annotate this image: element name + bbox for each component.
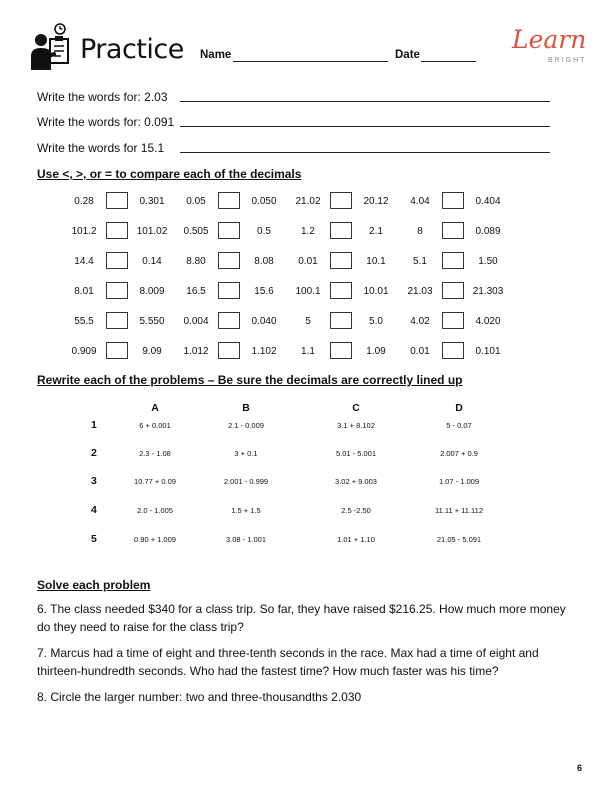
compare-answer-box[interactable] bbox=[218, 192, 240, 209]
compare-right-value: 2.1 bbox=[369, 226, 383, 237]
question-6: 6. The class needed $340 for a class trip. So far, they have raised $216.25. How much more money do they need to raise for the class trip? bbox=[37, 602, 566, 634]
compare-answer-box[interactable] bbox=[106, 312, 128, 329]
compare-left-value: 0.505 bbox=[183, 226, 209, 237]
compare-right-value: 0.14 bbox=[142, 256, 162, 267]
compare-answer-box[interactable] bbox=[330, 222, 352, 239]
write-words-prompt-1: Write the words for: 2.03 bbox=[37, 90, 168, 104]
problem-row-number: 5 bbox=[91, 533, 97, 545]
compare-left-value: 8 bbox=[417, 226, 423, 237]
compare-left-value: 14.4 bbox=[74, 256, 94, 267]
compare-left-value: 1.012 bbox=[183, 346, 209, 357]
compare-left-value: 0.01 bbox=[410, 346, 430, 357]
compare-answer-box[interactable] bbox=[330, 312, 352, 329]
compare-answer-box[interactable] bbox=[106, 222, 128, 239]
compare-right-value: 1.50 bbox=[478, 256, 498, 267]
compare-left-value: 1.2 bbox=[301, 226, 315, 237]
compare-left-value: 16.5 bbox=[186, 286, 206, 297]
teacher-clipboard-icon bbox=[30, 22, 74, 72]
compare-left-value: 21.02 bbox=[295, 196, 321, 207]
compare-right-value: 5.0 bbox=[369, 316, 383, 327]
compare-answer-box[interactable] bbox=[106, 342, 128, 359]
page-title: Practice bbox=[80, 34, 184, 65]
rewrite-problem: 2.007 + 0.9 bbox=[440, 449, 478, 458]
compare-left-value: 0.05 bbox=[186, 196, 206, 207]
column-header: D bbox=[455, 402, 463, 414]
compare-right-value: 0.101 bbox=[475, 346, 501, 357]
compare-left-value: 8.80 bbox=[186, 256, 206, 267]
question-7: 7. Marcus had a time of eight and three-tenth seconds in the race. Max had a time of eight and thirteen-hundredth seconds. Who had the fastest time? How much faster was his time? bbox=[37, 646, 539, 678]
compare-right-value: 10.1 bbox=[366, 256, 386, 267]
rewrite-problem: 2.3 - 1.08 bbox=[139, 449, 171, 458]
rewrite-problem: 5 - 0.07 bbox=[446, 421, 472, 430]
rewrite-problem: 21.05 - 5.091 bbox=[436, 535, 482, 544]
date-field[interactable] bbox=[421, 61, 476, 62]
rewrite-problem: 3 + 0.1 bbox=[234, 449, 258, 458]
compare-answer-box[interactable] bbox=[218, 222, 240, 239]
write-words-prompt-3: Write the words for 15.1 bbox=[37, 141, 165, 155]
learn-bright-logo bbox=[512, 25, 590, 69]
compare-right-value: 9.09 bbox=[142, 346, 162, 357]
compare-right-value: 1.102 bbox=[251, 346, 277, 357]
compare-right-value: 0.301 bbox=[139, 196, 165, 207]
compare-right-value: 0.5 bbox=[257, 226, 271, 237]
compare-answer-box[interactable] bbox=[330, 342, 352, 359]
problem-row-number: 2 bbox=[91, 447, 97, 459]
compare-right-value: 0.040 bbox=[251, 316, 277, 327]
compare-right-value: 0.050 bbox=[251, 196, 277, 207]
compare-answer-box[interactable] bbox=[442, 252, 464, 269]
name-label: Name bbox=[200, 49, 232, 61]
rewrite-problem: 10.77 + 0.09 bbox=[134, 477, 176, 486]
rewrite-problem: 2.1 - 0.009 bbox=[228, 421, 264, 430]
compare-answer-box[interactable] bbox=[442, 312, 464, 329]
compare-answer-box[interactable] bbox=[106, 192, 128, 209]
compare-left-value: 5 bbox=[305, 316, 311, 327]
compare-answer-box[interactable] bbox=[218, 342, 240, 359]
compare-left-value: 4.04 bbox=[410, 196, 430, 207]
compare-left-value: 21.03 bbox=[407, 286, 433, 297]
logo-word: Learn bbox=[512, 25, 587, 54]
compare-left-value: 5.1 bbox=[413, 256, 427, 267]
problem-row-number: 1 bbox=[91, 419, 97, 431]
compare-right-value: 20.12 bbox=[363, 196, 389, 207]
compare-left-value: 8.01 bbox=[74, 286, 94, 297]
rewrite-problem: 3.1 + 8.102 bbox=[337, 421, 375, 430]
column-header: B bbox=[242, 402, 250, 414]
compare-left-value: 0.01 bbox=[298, 256, 318, 267]
compare-answer-box[interactable] bbox=[442, 222, 464, 239]
compare-left-value: 100.1 bbox=[295, 286, 321, 297]
compare-left-value: 4.02 bbox=[410, 316, 430, 327]
rewrite-problem: 3.08 - 1.001 bbox=[225, 535, 267, 544]
answer-line-3[interactable] bbox=[180, 152, 550, 153]
compare-answer-box[interactable] bbox=[106, 282, 128, 299]
rewrite-problem: 11.11 + 11.112 bbox=[434, 506, 484, 515]
compare-heading: Use <, >, or = to compare each of the decimals bbox=[37, 167, 302, 181]
rewrite-problem: 2.001 - 0.999 bbox=[223, 477, 269, 486]
compare-right-value: 8.08 bbox=[254, 256, 274, 267]
compare-right-value: 5.550 bbox=[139, 316, 165, 327]
compare-answer-box[interactable] bbox=[442, 342, 464, 359]
rewrite-problem: 2.0 - 1.005 bbox=[137, 506, 173, 515]
rewrite-problem: 6 + 0.001 bbox=[139, 421, 171, 430]
compare-answer-box[interactable] bbox=[330, 282, 352, 299]
compare-left-value: 55.5 bbox=[74, 316, 94, 327]
rewrite-problem: 1.01 + 1.10 bbox=[337, 535, 375, 544]
compare-right-value: 1.09 bbox=[366, 346, 386, 357]
compare-answer-box[interactable] bbox=[218, 282, 240, 299]
compare-left-value: 0.004 bbox=[183, 316, 209, 327]
rewrite-problem: 1.07 - 1.009 bbox=[438, 477, 480, 486]
rewrite-problem: 1.5 + 1.5 bbox=[231, 506, 261, 515]
answer-line-1[interactable] bbox=[180, 101, 550, 102]
compare-answer-box[interactable] bbox=[442, 282, 464, 299]
compare-right-value: 0.404 bbox=[475, 196, 501, 207]
compare-answer-box[interactable] bbox=[218, 312, 240, 329]
compare-left-value: 1.1 bbox=[301, 346, 315, 357]
question-8: 8. Circle the larger number: two and three-thousandths 2.030 bbox=[37, 690, 362, 704]
compare-answer-box[interactable] bbox=[330, 192, 352, 209]
page-number: 6 bbox=[577, 763, 583, 773]
write-words-prompt-2: Write the words for: 0.091 bbox=[37, 115, 175, 129]
rewrite-problem: 2.5 -2.50 bbox=[341, 506, 371, 515]
compare-left-value: 0.909 bbox=[71, 346, 97, 357]
rewrite-problem: 5.01 - 5.001 bbox=[335, 449, 377, 458]
column-header: C bbox=[352, 402, 360, 414]
compare-right-value: 101.02 bbox=[136, 226, 168, 237]
compare-right-value: 0.089 bbox=[475, 226, 501, 237]
solve-heading: Solve each problem bbox=[37, 578, 151, 592]
problem-row-number: 4 bbox=[91, 504, 97, 516]
rewrite-problem: 0.90 + 1.009 bbox=[134, 535, 176, 544]
rewrite-heading: Rewrite each of the problems – Be sure the decimals are correctly lined up bbox=[37, 373, 463, 387]
problem-row-number: 3 bbox=[91, 475, 97, 487]
logo-sub: BRIGHT bbox=[548, 57, 587, 64]
compare-right-value: 4.020 bbox=[475, 316, 501, 327]
answer-line-2[interactable] bbox=[180, 126, 550, 127]
compare-right-value: 8.009 bbox=[139, 286, 165, 297]
compare-answer-box[interactable] bbox=[442, 192, 464, 209]
compare-left-value: 0.28 bbox=[74, 196, 94, 207]
compare-right-value: 10.01 bbox=[363, 286, 389, 297]
compare-answer-box[interactable] bbox=[330, 252, 352, 269]
compare-left-value: 101.2 bbox=[71, 226, 97, 237]
name-field[interactable] bbox=[233, 61, 388, 62]
compare-right-value: 21.303 bbox=[472, 286, 504, 297]
rewrite-problem: 3.02 + 9.003 bbox=[335, 477, 377, 486]
column-header: A bbox=[151, 402, 159, 414]
compare-answer-box[interactable] bbox=[106, 252, 128, 269]
date-label: Date bbox=[395, 49, 420, 61]
compare-answer-box[interactable] bbox=[218, 252, 240, 269]
compare-right-value: 15.6 bbox=[254, 286, 274, 297]
